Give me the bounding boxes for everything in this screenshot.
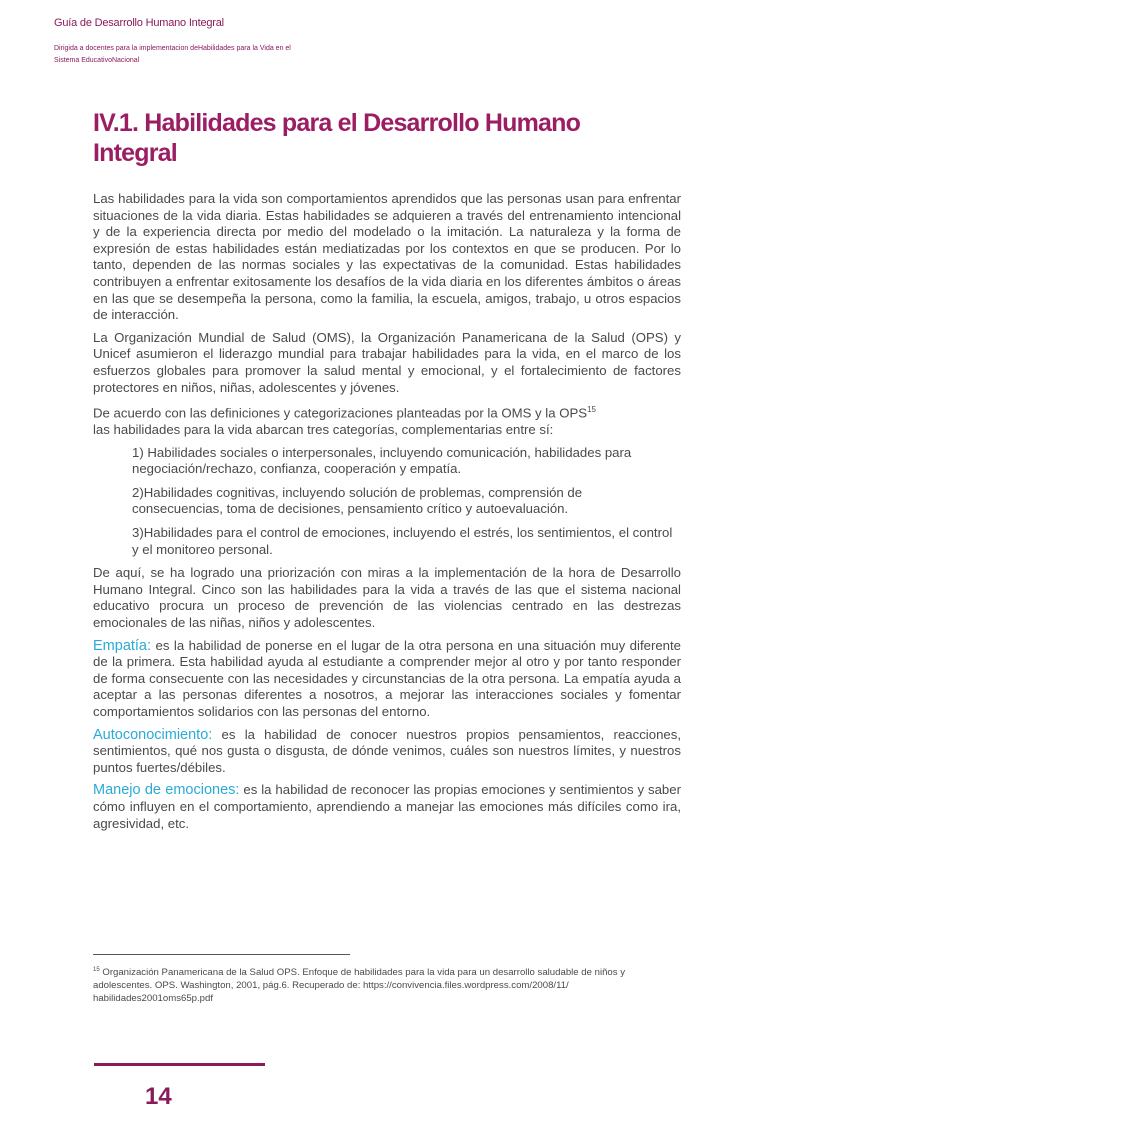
definition-text: es la habilidad de conocer nuestros propios pensamientos, reacciones, sentimientos, qué nos gusta o disgusta, de dónde venimos, cuáles son nuestros límites, y nuestros puntos fuertes/débiles. xyxy=(93,726,681,775)
page-number-rule xyxy=(94,1063,265,1066)
footnote-number: 15 xyxy=(93,967,100,973)
paragraph-line: De acuerdo con las definiciones y categorizaciones planteadas por la OMS y la OPS xyxy=(93,405,588,421)
body-text xyxy=(93,191,681,838)
definition-manejo-de-emociones xyxy=(93,782,681,832)
paragraph xyxy=(93,402,681,439)
definition-empatia xyxy=(93,638,681,721)
list-item: 3)Habilidades para el control de emociones, incluyendo el estrés, los sentimientos, el control y el monitoreo personal. xyxy=(132,525,673,557)
footnote-text: Organización Panamericana de la Salud OPS. Enfoque de habilidades para la vida para un desarrollo saludable de niños y adolescentes. OPS. Washington, 2001, pág.6. Recuperado de: https://convivencia.files.wordpress.com/2008/11/ habilidades2001oms65p.pdf xyxy=(93,967,626,1005)
paragraph-line: las habilidades para la vida abarcan tres categorías, complementarias entre sí: xyxy=(93,422,554,438)
page-number: 14 xyxy=(145,1083,172,1110)
list-item: 2)Habilidades cognitivas, incluyendo solución de problemas, comprensión de consecuencias, toma de decisiones, pensamiento crítico y autoevaluación. xyxy=(132,484,583,517)
footnote-divider xyxy=(93,954,350,955)
skills-category-list xyxy=(93,445,681,559)
paragraph: Las habilidades para la vida son comportamientos aprendidos que las personas usan para enfrentar situaciones de la vida diaria. Estas habilidades se adquieren a través del entrenamiento intencional y de la experiencia directa por medio del modelado o la imitación. La naturaleza y la forma de expresión de estas habilidades están mediatizadas por los contextos en que se producen. Por lo tanto, dependen de las normas sociales y las expectativas de la comunidad. Estas habilidades contribuyen a enfrentar exitosamente los desafíos de la vida diaria en los diferentes ámbitos o áreas en las que se desempeña la persona, como la familia, la escuela, amigos, trabajo, u otros espacios de interacción. xyxy=(93,191,681,323)
definition-term: Autoconocimiento: xyxy=(93,726,213,743)
paragraph: La Organización Mundial de Salud (OMS), la Organización Panamericana de la Salud (OPS) y Unicef asumieron el liderazgo mundial para trabajar habilidades para la vida, en el marco de los esfuerzos globales para promover la salud mental y emocional, y el fortalecimiento de factores protectores en niños, niñas, adolescentes y jóvenes. xyxy=(93,329,681,395)
definition-text: es la habilidad de reconocer las propias emociones y sentimientos y saber cómo influyen en el comportamiento, aprendiendo a manejar las emociones más difíciles como ira, agresividad, etc. xyxy=(93,782,681,831)
running-header-subtitle: Dirigida a docentes para la implementacion deHabilidades para la Vida en el Sistema EducativoNacional xyxy=(54,45,291,64)
definition-text: es la habilidad de ponerse en el lugar de la otra persona en una situación muy diferente de la primera. Esta habilidad ayuda al estudiante a comprender mejor al otro y por tanto responder de forma consecuente con las necesidades y circunstancias de la otra persona. La empatía ayuda a aceptar a las personas diferentes a nosotros, a mejorar las interacciones sociales y fomentar comportamientos solidarios con las personas del entorno. xyxy=(93,637,681,720)
definition-term: Manejo de emociones: xyxy=(93,782,240,799)
section-title: IV.1. Habilidades para el Desarrollo Humano Integral xyxy=(93,109,581,167)
footnote-reference: 15 xyxy=(587,405,596,415)
running-header-title: Guía de Desarrollo Humano Integral xyxy=(54,17,224,29)
definition-term: Empatía: xyxy=(93,637,152,654)
paragraph: De aquí, se ha logrado una priorización con miras a la implementación de la hora de Desarrollo Humano Integral. Cinco son las habilidades para la vida a través de las que el sistema nacional educativo procura un proceso de prevención de las violencias centrado en las destrezas emocionales de las niñas, niños y adolescentes. xyxy=(93,565,681,631)
footnote xyxy=(93,964,683,1005)
running-header xyxy=(54,17,354,67)
definition-autoconocimiento xyxy=(93,727,681,777)
list-item: 1) Habilidades sociales o interpersonales, incluyendo comunicación, habilidades para negociación/rechazo, confianza, cooperación y empatía. xyxy=(132,444,632,477)
